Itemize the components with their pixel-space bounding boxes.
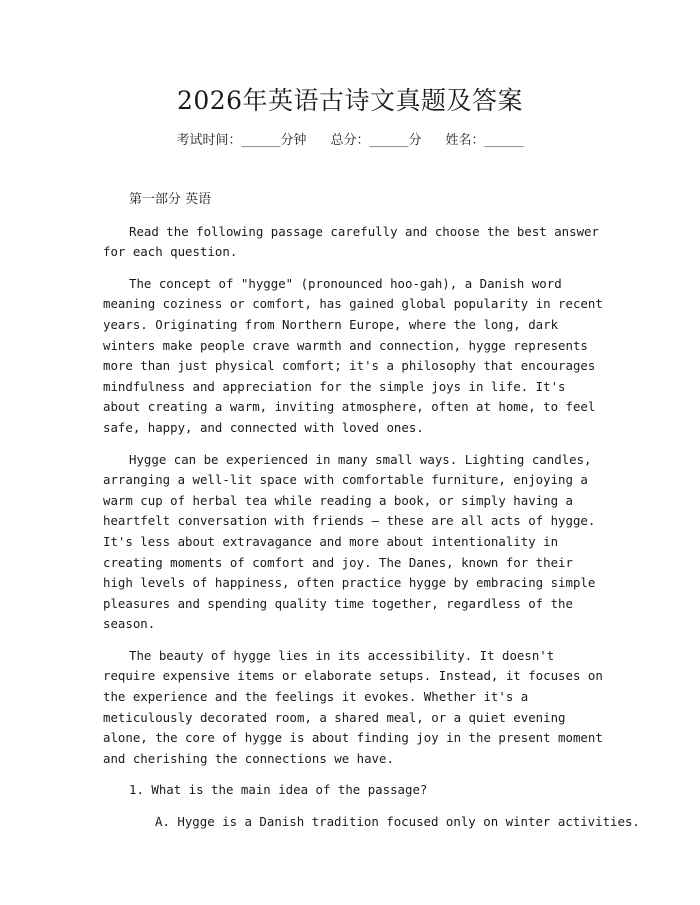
- exam-meta-line: [0, 131, 700, 151]
- passage-paragraph-1: The concept of "hygge" (pronounced hoo-gah), a Danish word meaning coziness or comfort, has gained global popularity in recent years. Originating from Northern Europe, where the long, dark winters make people crave warmth and connection, hygge represents more than just physical comfort; it's a philosophy that encourages mindfulness and appreciation for the simple joys in life. It's about creating a warm, inviting atmosphere, often at home, to feel safe, happy, and connected with loved ones.: [103, 275, 603, 435]
- total-score-field: 总分：______分: [330, 133, 422, 148]
- exam-time-field: 考试时间：______分钟: [176, 133, 307, 148]
- document-title: 2026年英语古诗文真题及答案: [176, 86, 524, 115]
- question-1: 1. What is the main idea of the passage?: [129, 782, 428, 798]
- section-heading: 第一部分 英语: [129, 192, 212, 207]
- passage-paragraph-3: The beauty of hygge lies in its accessibility. It doesn't require expensive items or elaborate setups. Instead, it focuses on the experience and the feelings it evokes. Whether it's a meticulously decorated room, a shared meal, or a quiet evening alone, the core of hygge is about finding joy in the present moment and cherishing the connections we have.: [103, 647, 603, 766]
- question-1-option-a: A. Hygge is a Danish tradition focused only on winter activities.: [155, 814, 640, 830]
- student-name-field: 姓名：______: [445, 133, 524, 148]
- passage-paragraph-2: Hygge can be experienced in many small ways. Lighting candles, arranging a well-lit space with comfortable furniture, enjoying a warm cup of herbal tea while reading a book, or simply having a heartfelt conversation with friends – these are all acts of hygge. It's less about extravagance and more about intentionality in creating moments of comfort and joy. The Danes, known for their high levels of happiness, often practice hygge by embracing simple pleasures and spending quality time together, regardless of the season.: [103, 451, 596, 632]
- document-body: [103, 190, 640, 833]
- instruction-paragraph: Read the following passage carefully and choose the best answer for each question.: [103, 223, 599, 260]
